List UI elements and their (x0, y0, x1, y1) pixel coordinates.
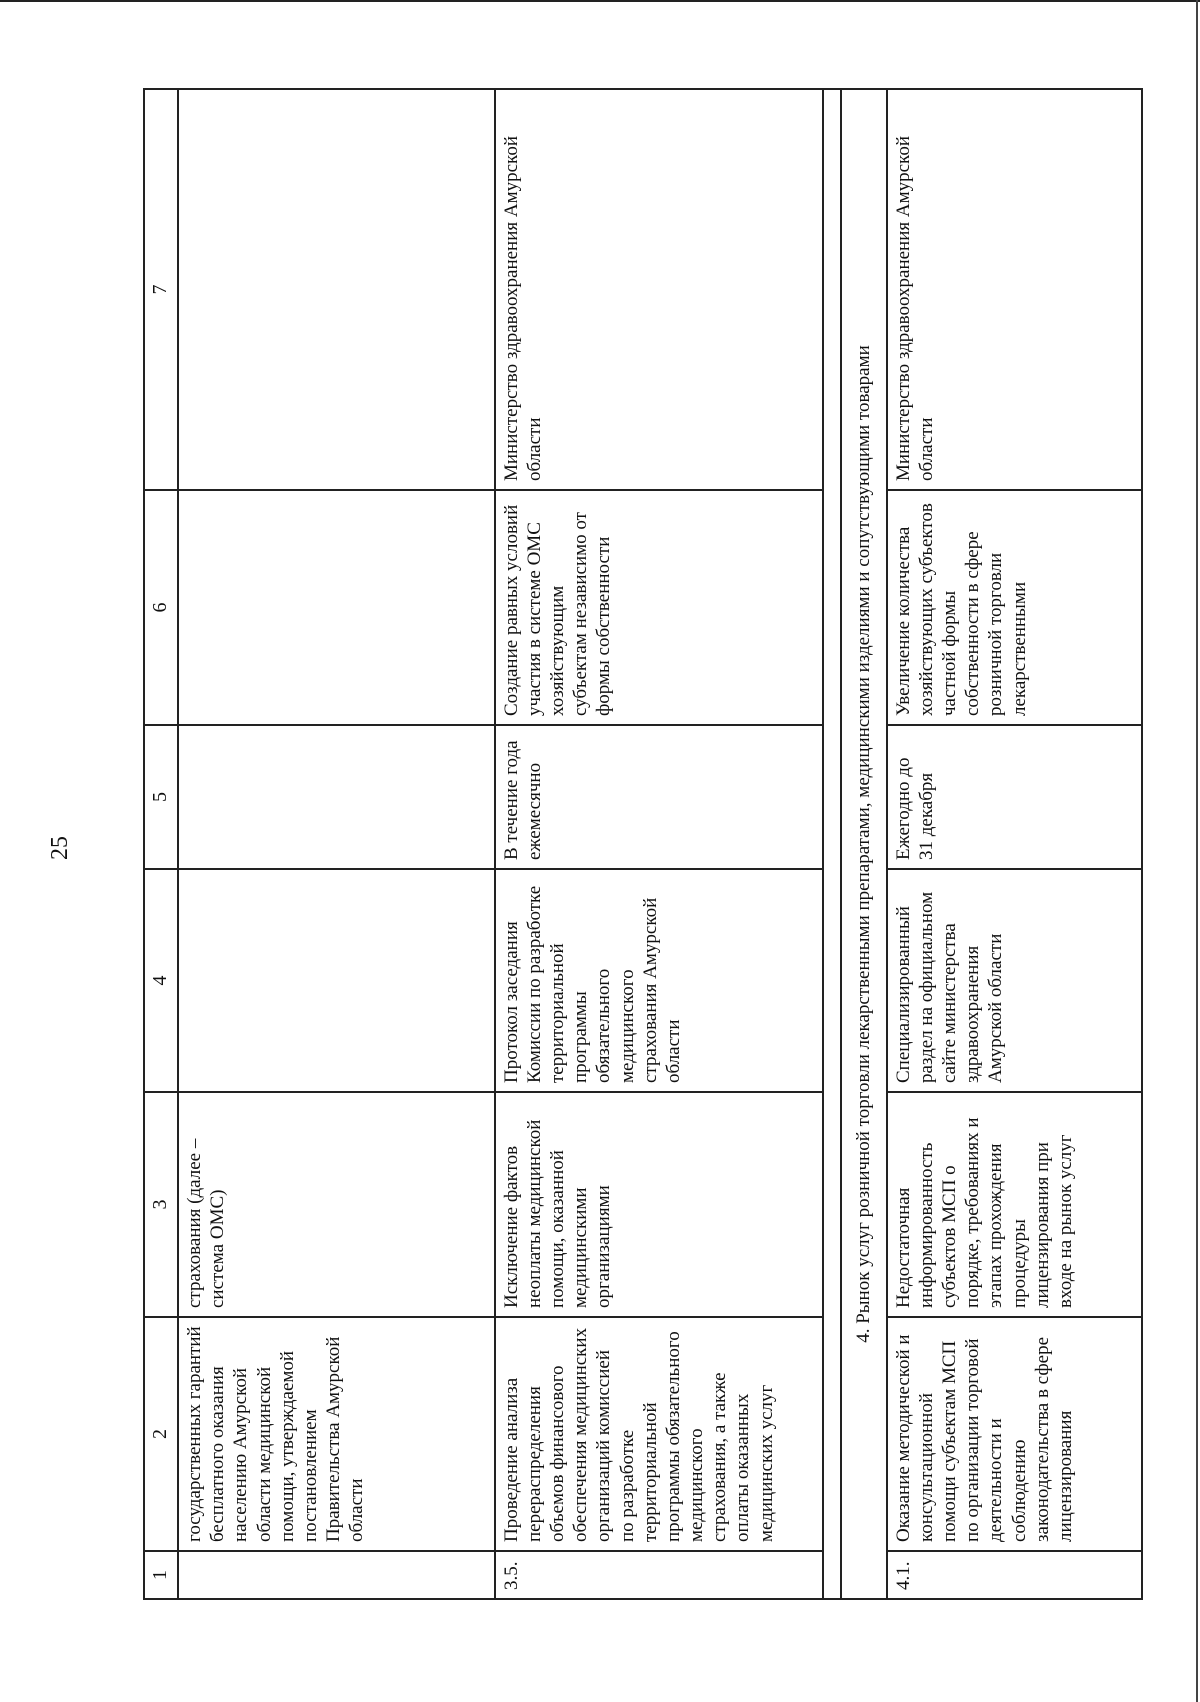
cell-responsible (178, 89, 495, 490)
column-header: 2 (144, 1317, 178, 1551)
column-header: 5 (144, 725, 178, 869)
column-header: 1 (144, 1551, 178, 1599)
spacer-row (823, 89, 841, 1599)
cell-deadline (178, 725, 495, 869)
cell-deadline: В течение года ежемесячно (495, 725, 823, 869)
column-header: 4 (144, 869, 178, 1092)
page-number: 25 (47, 836, 73, 860)
cell-result (178, 490, 495, 725)
header-row (144, 89, 178, 1599)
cell-responsible: Министерство здравоохранения Амурской области (495, 89, 823, 490)
cell-problem: страхования (далее – система ОМС) (178, 1092, 495, 1317)
cell-number: 3.5. (495, 1551, 823, 1599)
cell-measure: Проведение анализа перераспределения объемов финансового обеспечения медицинских организаций комиссией по разработке территориальной программы обязательного медицинского страхования, а также оплаты оказанных медицинских услуг (495, 1317, 823, 1551)
scan-edge-top (0, 0, 1200, 2)
cell-deadline: Ежегодно до 31 декабря (887, 725, 1142, 869)
cell-document (178, 869, 495, 1092)
column-header: 7 (144, 89, 178, 490)
table-row-continuation (178, 89, 495, 1599)
cell-document: Протокол заседания Комиссии по разработке территориальной программы обязательного медицинского страхования Амурской области (495, 869, 823, 1092)
cell-number: 4.1. (887, 1551, 1142, 1599)
spacer-cell (823, 89, 841, 1599)
cell-measure: Оказание методической и консультационной помощи субъектам МСП по организации торговой деятельности и соблюдению законодательства в сфере лицензирования (887, 1317, 1142, 1551)
cell-responsible: Министерство здравоохранения Амурской области (887, 89, 1142, 490)
section-row (841, 89, 887, 1599)
column-header: 3 (144, 1092, 178, 1317)
cell-measure: государственных гарантий бесплатного оказания населению Амурской области медицинской помощи, утверждаемой постановлением Правительства Амурской области (178, 1317, 495, 1551)
scan-edge-right (1196, 0, 1198, 1702)
measures-table (143, 88, 1143, 1600)
cell-problem: Недостаточная информированность субъектов МСП о порядке, требованиях и этапах прохождения процедуры лицензирования при входе на рынок услуг (887, 1092, 1142, 1317)
table-container (143, 90, 1143, 1600)
column-header: 6 (144, 490, 178, 725)
rotated-page-content (143, 90, 1143, 1600)
cell-result: Создание равных условий участия в системе ОМС хозяйствующим субъектам независимо от формы собственности (495, 490, 823, 725)
table-row-3-5 (495, 89, 823, 1599)
cell-result: Увеличение количества хозяйствующих субъектов частной формы собственности в сфере розничной торговли лекарственными (887, 490, 1142, 725)
cell-problem: Исключение фактов неоплаты медицинской помощи, оказанной медицинскими организациями (495, 1092, 823, 1317)
section-heading: 4. Рынок услуг розничной торговли лекарственными препаратами, медицинскими изделиями и сопутствующими товарами (841, 89, 887, 1599)
cell-document: Специализированный раздел на официальном сайте министерства здравоохранения Амурской области (887, 869, 1142, 1092)
table-row-4-1 (887, 89, 1142, 1599)
cell-number (178, 1551, 495, 1599)
